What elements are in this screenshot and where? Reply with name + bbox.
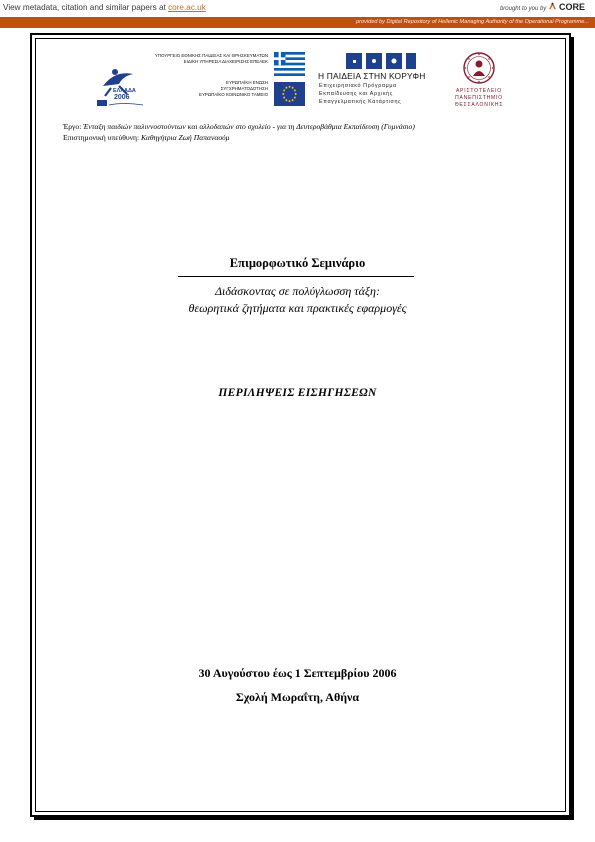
metadata-notice (3, 3, 206, 12)
event-place: Σχολή Μωραΐτη, Αθήνα (235, 690, 360, 704)
provider-prefix: provided by (356, 18, 385, 25)
university-name-line: ΠΑΝΕΠΙΣΤΗΜΙΟ (455, 95, 503, 101)
provider-bar (0, 17, 595, 28)
greece-year: 2006 (114, 94, 130, 101)
ministry-line: ΣΥΓΧΡΗΜΑΤΟΔΟΤΗΣΗ (220, 86, 268, 91)
eu-flag-icon (274, 82, 305, 106)
core-link[interactable]: core.ac.uk (168, 3, 206, 12)
title-divider (178, 276, 414, 277)
frame-shadow-bottom (34, 817, 574, 820)
provider-name[interactable]: Digital Repository of Hellenic Managing Authority of the Operational Programme... (386, 18, 589, 25)
project-label: Έργο: (63, 122, 84, 131)
supervisor-value: Καθηγήτρια Ζωή Παπαναούμ (141, 133, 230, 142)
project-line (63, 122, 415, 132)
abstracts-heading: ΠΕΡΙΛΗΨΕΙΣ ΕΙΣΗΓΗΣΕΩΝ (218, 387, 377, 399)
ministry-line: ΕΙΔΙΚΗ ΥΠΗΡΕΣΙΑ ΔΙΑΧΕΙΡΙΣΗΣ ΕΠΕΑΕΚ (183, 59, 268, 64)
epeaek-subtitle: Εκπαίδευσης και Αρχικής (319, 91, 393, 97)
supervisor-line (63, 133, 229, 143)
event-dates: 30 Αυγούστου έως 1 Σεπτεμβρίου 2006 (198, 666, 397, 680)
university-seal-icon (462, 51, 496, 85)
core-banner (0, 0, 595, 17)
epeaek-subtitle: Επαγγελματικής Κατάρτισης (319, 99, 402, 105)
metadata-text: View metadata, citation and similar papers at (3, 3, 169, 12)
core-logo-icon (548, 2, 557, 11)
seminar-subtitle-2: θεωρητικά ζητήματα και πρακτικές εφαρμογές (188, 301, 407, 315)
ministry-text-b (150, 80, 268, 98)
ministry-line: ΥΠΟΥΡΓΕΙΟ ΕΘΝΙΚΗΣ ΠΑΙΔΕΙΑΣ ΚΑΙ ΘΡΗΣΚΕΥΜΑΤΩΝ (154, 53, 268, 58)
seminar-subtitle-1: Διδάσκοντας σε πολύγλωσση τάξη: (215, 284, 380, 298)
ministry-line: ΕΥΡΩΠΑΪΚΟ ΚΟΙΝΩΝΙΚΟ ΤΑΜΕΙΟ (199, 92, 268, 97)
greek-flag-icon (274, 52, 305, 76)
university-name-line: ΘΕΣΣΑΛΟΝΙΚΗΣ (454, 102, 504, 108)
greece-word: ΕΛΛΑΔΑ (113, 88, 136, 94)
provider-text (356, 19, 589, 25)
epeaek-title: Η ΠΑΙΔΕΙΑ ΣΤΗΝ ΚΟΡΥΦΗ (318, 71, 426, 81)
project-value: Ένταξη παιδιών παλιννοστούντων και αλλοδαπών στο σχολείο - για τη Δευτεροβάθμια Εκπαίδευση (Γυμνάσιο) (83, 122, 415, 131)
university-name-line: ΑΡΙΣΤΟΤΕΛΕΙΟ (456, 88, 502, 94)
seminar-title: Επιμορφωτικό Σεμινάριο (229, 256, 366, 270)
epeaek-squares-logo (318, 52, 416, 70)
brought-by-text: brought to you by (499, 6, 547, 12)
greece-2006-logo (93, 64, 153, 110)
epeaek-subtitle: Επιχειρησιακό Πρόγραμμα (319, 83, 397, 89)
ministry-text-a (150, 53, 268, 65)
brought-by (500, 2, 585, 12)
ministry-line: ΕΥΡΩΠΑΪΚΗ ΕΝΩΣΗ (226, 80, 268, 85)
core-logo-text[interactable]: CORE (558, 2, 585, 12)
supervisor-label: Επιστημονική υπεύθυνη: (63, 133, 142, 142)
